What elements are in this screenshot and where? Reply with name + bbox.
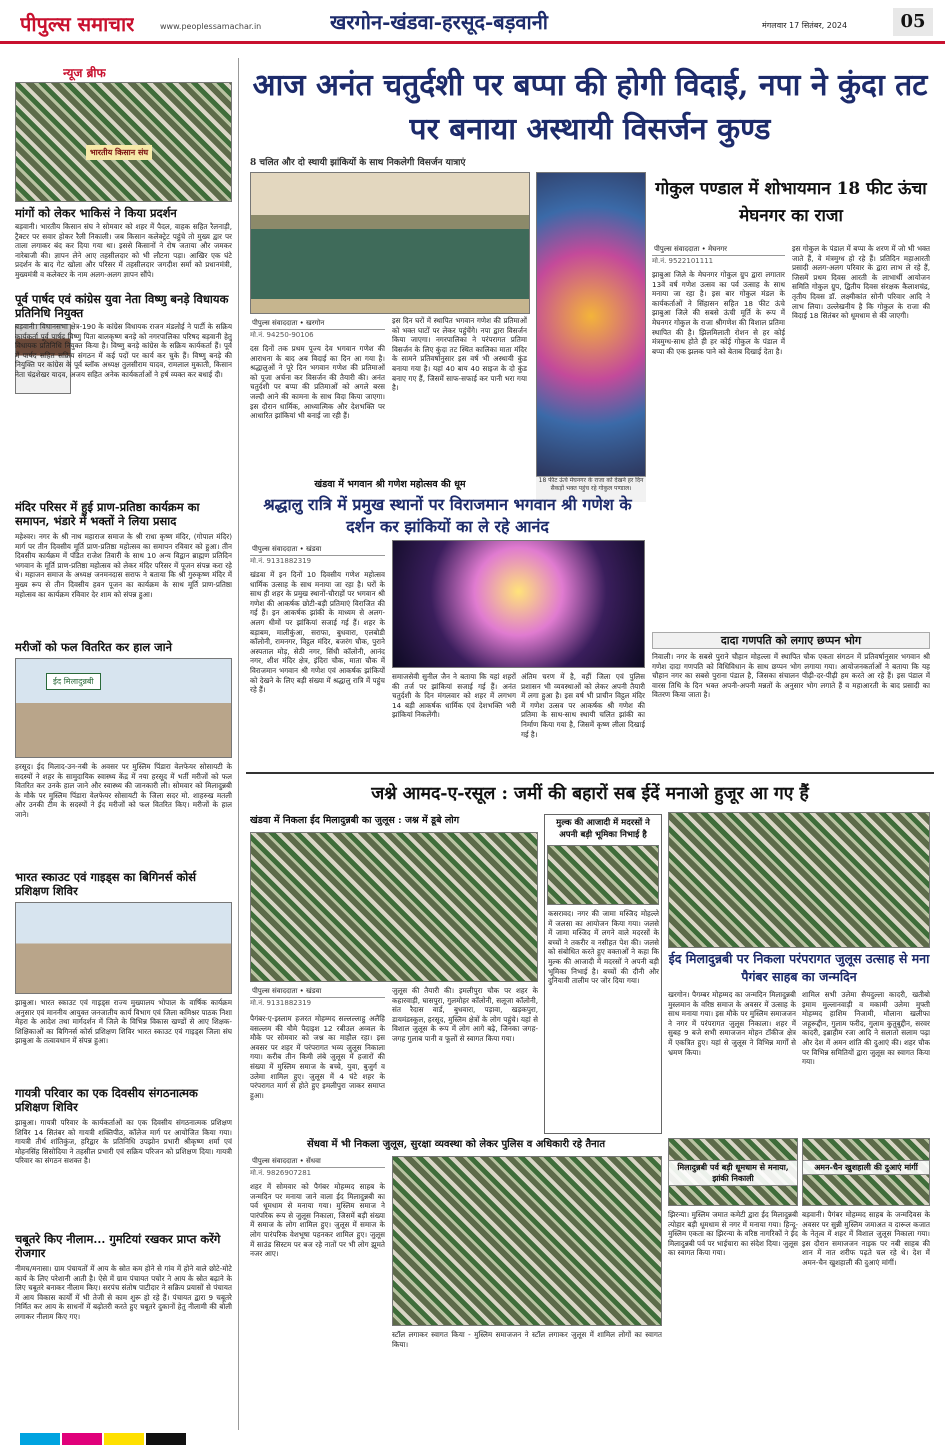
website-url: www.peoplessamachar.in	[160, 22, 262, 31]
madarsa-title: मुल्क की आजादी में मदरसों ने अपनी बड़ी भूमिका निभाई है	[556, 818, 650, 840]
eid-banner-headline: जश्ने आमद-ए-रसूल : जमीं की बहारों सब ईदें मनाओ हुजूर आ गए हैं	[371, 784, 809, 804]
eid-khandwa-col-2: जुलूस की तैयारी की। इमलीपुरा चौक पर शहर के कहारवाड़ी, घासपुरा, गुलमोहर कॉलोनी, सलूजा कॉलोनी, संत रैदास वार्ड, बुधवारा, पड़ावा, खड़कपुरा, डायमंडस्कूल, हरसूद, मुस्लिम क्षेत्रों के लोग पहुंचे। यहां से विशाल जुलूस के रूप में लोग आगे बढ़े, जिनका जगह-जगह गुलाब पानी व फूलों से स्वागत किया गया।	[392, 986, 538, 1043]
registration-bar-yellow	[104, 1433, 144, 1445]
registration-bar-cyan	[20, 1433, 60, 1445]
issue-date: मंगलवार 17 सितंबर, 2024	[762, 21, 848, 30]
khandwa-ganesh-col-2: समाजसेवी सुनील जैन ने बताया कि यहां शहरों की तर्ज पर झांकियां सजाई गई हैं। अनंत चतुर्दशी के दिन मंगलवार को शहर में लगभग 14 बड़ी आकर्षक धार्मिक एवं देशभक्ति भरी झांकियां निकलेंगी।	[392, 672, 516, 720]
lead-mobile: मो.नं. 94250-90106	[250, 331, 314, 339]
masthead	[0, 0, 945, 44]
sendhwa-juloos-photo	[392, 1156, 662, 1326]
brief-2-title: पूर्व पार्षद एवं कांग्रेस युवा नेता विष्णु बनड़े विधायक प्रतिनिधि नियुक्त	[15, 292, 229, 320]
gokul-mobile: मो.नं. 9522101111	[652, 257, 714, 265]
gokul-col-1: झाबुआ जिले के मेघनगर गोकुल ग्रुप द्वारा लगातार 13वें वर्ष गणेश उत्सव का पर्व उत्साह के साथ मनाया जा रहा है। इस बार गोकुल मंडल के कार्यकर्ताओं ने सिंहासन सहित 18 फीट ऊंचे झाबुआ जिले की सबसे ऊंची मूर्ति के रूप में मेघनगर गोकुल के राजा श्रीगणेश की विशाल प्रतिमा स्थापित की है। झिलमिलाती रोशन से हर कोई मंत्रमुग्ध-साथ होते ही हर कोई गोकुल के पंडाल में बप्पा की एक झलक पाने को बेताब दिखाई देता है।	[652, 270, 785, 356]
kisan-protest-photo	[15, 82, 232, 202]
khargone-juloos-col-2: शामिल सभी उलेमा सैयदुल्ला कादरी, खतीबो इमाम मुल्लानवाड़ी व मकामी उलेमा मुफ्ती मोहम्मद हाशिम निजामी, मौलाना खलीफा जहूरूद्दीन, गुलाम फरीद, गुलाम कुतुबुद्दीन, सरवर कादरी, इब्राहीम रजा आदि ने सलातो सलाम पढ़ा और देश में अमन शांति की दुआएं की। शहर चौक पर विभिन्न समितियों द्वारा जुलूस का स्वागत किया गया।	[802, 990, 930, 1067]
khandwa-ganesh-byline: पीपुल्स संवाददाता • खंडवा	[250, 544, 385, 556]
jhirnya-text: झिरन्या। मुस्लिम जमात कमेटी द्वारा ईद मिलादुन्नबी त्योहार बड़ी धूमधाम से नगर में मनाया गया। हिन्दू-मुस्लिम एकता का झिरन्या के वरिष्ठ नागरिकों ने ईद मिलादुन्नबी पर्व पर भाईचारा का संदेश दिया। जुलूस का स्वागत किया गया।	[668, 1210, 798, 1258]
visarjan-kund-photo	[250, 172, 530, 314]
registration-bar-black	[146, 1433, 186, 1445]
khandwa-ganesh-mobile: मो.नं. 9131882319	[250, 557, 312, 565]
region-title: खरगोन-खंडवा-हरसूद-बड़वानी	[330, 10, 548, 34]
brief-6-text: झाबुआ। गायत्री परिवार के कार्यकर्ताओं का एक दिवसीय संगठनात्मक प्रशिक्षण शिविर 14 सितंबर को गायत्री शक्तिपीठ, कॉलेज मार्ग पर आयोजित किया गया। गायत्री तीर्थ शांतिकुंज, हरिद्वार के प्रतिनिधि उपझोन प्रभारी श्रीकृष्ण शर्मा एवं मोहनसिंह सिसोदिया ने तहसील प्रभारी एवं सक्रिय परिजन को प्रशिक्षण दिया। गायत्री परिवार का संगठन सशक्त है।	[15, 1118, 232, 1166]
brief-7-text: नीमच/मनासा। ग्राम पंचायतों में आय के स्रोत कम होने से गांव में होने वाले छोटे-मोटे कार्य के लिए परेशानी आती है। ऐसे में ग्राम पंचायत पचोर ने आय के स्रोत बढ़ाने के लिए चबूतरे बनाकर नीलाम किए। सरपंच संतोष पाटीदार ने सक्रिय प्रयासों से पंचायत में आय विकास कार्यों में भी तेजी से काम शुरू हो रहे हैं। पंचायत द्वारा 9 चबूतरे निर्मित कर आय के साधनों में बढ़ोतरी करते हुए चबूतरे दुकानों हेतु नीलामी की बोली लगाकर नीलाम किए गए।	[15, 1264, 232, 1321]
lead-col-1: दस दिनों तक प्रथम पूज्य देव भगवान गणेश की आराधना के बाद अब विदाई का दिन आ गया है। श्रद्धालुओं ने पूरे दिन भगवान गणेश की प्रतिमाओं को पूजा अर्चना कर विसर्जन की तैयारी की। अनंत चतुर्दशी पर बप्पा की प्रतिमाओं को अगले बरस जल्दी आने की कामना के साथ विदा किया जाएगा। इस दौरान धार्मिक, आध्यात्मिक और देशभक्ति पर आधारित झांकियां भी बनाई जा रही हैं।	[250, 344, 385, 421]
badwani-text: बड़वानी। पैगंबर मोहम्मद साहब के जन्मदिवस के अवसर पर सुन्नी मुस्लिम जमाअत व दारूल कजात के नेतृत्व में शहर में विशाल जुलूस निकाला गया। इस दौरान समाजजन नाइक पर नबी साहब की शान में नात शरीफ पढ़ते चल रहे थे। देश में अमन-चैन खुशहाली की दुआएं मांगीं।	[802, 1210, 930, 1267]
sendhwa-text: शहर में सोमवार को पैगंबर मोहम्मद साहब के जन्मदिन पर मनाया जाने वाला ईद मिलादुन्नबी का पर्व धूमधाम से मनाया गया। मुस्लिम समाज ने पारंपरिक रूप से जुलूस निकाला, जिसमें बड़ी संख्या में समाज के लोग शामिल हुए। जुलूस में समाज के लोग पारंपरिक वेशभूषा पहनकर शामिल हुए। जुलूस में साउंड सिस्टम पर बज रहे नातों पर भी लोग झूमते नजर आए।	[250, 1182, 385, 1259]
khargone-juloos-col-1: खरगोन। पैगम्बर मोहम्मद का जन्मदिन मिलादुन्नबी मुस्लमान के वरिष्ठ समाज के अवसर में उत्साह के साथ मनाया गया। इस मौके पर मुस्लिम समाजजन ने नगर में परंपरागत जुलूस निकाला। शहर में सुबह 9 बजे सभी समाजजन मोहन टॉकीज क्षेत्र में एकत्रित हुए। यहां से जुलूस ने विभिन्न मार्गों से भ्रमण किया।	[668, 990, 796, 1057]
brief-5-text: झाबुआ। भारत स्काउट एवं गाइड्स राज्य मुख्यालय भोपाल के वार्षिक कार्यक्रम अनुसार एवं माननीय आयुक्त जनजातीय कार्य विभाग एवं जिला कमिश्नर पाठक निशा मेहरा के आदेश तथा मार्गदर्शन में जिले के विभिन्न विकास खण्डों से आए शिक्षक-शिक्षिकाओं का बिगिनर्स कोर्स प्रशिक्षण शिविर भारत स्काउट एवं गाइड्स जिला संघ झाबुआ के तत्वावधान में संपन्न हुआ।	[15, 998, 232, 1046]
eid-banner: ईद मिलादुन्नबी	[46, 673, 101, 690]
madarsa-children-photo	[547, 845, 659, 905]
scout-training-photo	[15, 902, 232, 994]
registration-bar-magenta	[62, 1433, 102, 1445]
eid-khandwa-col-1: पैगंबर-ए-इस्लाम हजरत मोहम्मद सल्लल्लाहु अलैहि वसल्लम की यौमे पैदाइश 12 रबीउल अव्वल के मौके पर सोमवार को जश्न का माहौल रहा। इस अवसर पर शहर में परंपरागत भव्य जुलूस निकाला गया। करीब तीन किमी लंबे जुलूस में हजारों की संख्या में मुस्लिम समाज के बच्चे, युवा, बुजुर्ग व उलेमा शामिल हुए। जुलूस में 4 घंटे शहर के परंपरागत मार्ग से होते हुए इमलीपुरा जाकर समाप्त हुआ।	[250, 1014, 385, 1100]
brief-5-title: भारत स्काउट एवं गाइड्स का बिगिनर्स कोर्स प्रशिक्षण शिविर	[15, 870, 197, 898]
jhirnya-photo-caption: मिलादुन्नबी पर्व बड़ी धूमधाम से मनाया, झांकी निकाली	[668, 1160, 798, 1186]
brief-3-title: मंदिर परिसर में हुई प्राण-प्रतिष्ठा कार्यक्रम का समापन, भंडारे में भक्तों ने लिया प्रसाद	[15, 500, 200, 528]
sendhwa-photo-caption: स्टॉल लगाकर स्वागत किया - मुस्लिम समाजजन ने स्टॉल लगाकर जुलूस में शामिल लोगों का स्वागत किया।	[392, 1330, 662, 1349]
eid-khandwa-kicker: खंडवा में निकला ईद मिलादुन्नबी का जुलूस : जश्न में डूबे लोग	[250, 815, 460, 826]
gokul-byline: पीपुल्स संवाददाता • मेघनगर	[652, 244, 785, 256]
khandwa-ganesh-col-3: अंतिम चरण में है, वहीं जिला एवं पुलिस प्रशासन भी व्यवस्थाओं को लेकर अपनी तैयारी में लगा हुआ है। इस वर्ष भी प्राचीन विट्ठल मंदिर में गणेश उत्सव पर आकर्षक श्री गणेश की प्रतिमा के साथ-साथ स्थायी चलित झांकी का निर्माण किया गया है, जिसमें कृष्ण लीला दिखाई गई है।	[521, 672, 645, 739]
hospital-fruit-photo	[15, 658, 232, 758]
khandwa-ganesh-col-1: खंडवा में इन दिनों 10 दिवसीय गणेश महोत्सव धार्मिक उत्साह के साथ मनाया जा रहा है। घरों के साथ ही शहर के प्रमुख स्थानों-चौराहों पर भगवान श्री गणेश की आकर्षक छोटी-बड़ी प्रतिमाएं विराजित की गई हैं। इन आकर्षक झांकी के माध्यम से अलग-अलग धीमों पर झांकियां सजाई गई हैं। शहर के बड़ाबम, मालीकुंआ, सराफा, बुधवारा, एलबोडी कॉलोनी, रामनगर, विट्ठल मंदिर, बजरंग चौक, पुराने अस्पताल मोड़, सेठी नगर, सिंधी कॉलोनी, आनंद नगर, शीश मंदिर क्षेत्र, इंदिरा चौक, माता चौक में विराजमान भगवान श्री गणेश एवं आकर्षक झांकियों को देखने के लिए बड़ी संख्या में श्रद्धालु रात्रि में पहुंच रहे हैं।	[250, 570, 385, 695]
khargone-juloos-title: ईद मिलादुन्नबी पर निकला परंपरागत जुलूस उत्साह से मना पैगंबर साहब का जन्मदिन	[668, 951, 930, 984]
madarsa-text: कसरावद। नगर की जामा मस्जिद मोहल्ले में जलसा का आयोजन किया गया। जलसे में जामा मस्जिद में लगने वाले मदरसों के बच्चों ने तकरीर व नसीहत पेश की। जलसे को संबोधित करते हुए वक्ताओं ने कहा कि मुल्क की आजादी में मदरसों ने अपनी बड़ी भूमिका निभाई है। बच्चों की दीनी और दुनियावी तालीम पर जोर दिया गया।	[548, 909, 659, 986]
khandwa-ganesh-headline: श्रद्धालु रात्रि में प्रमुख स्थानों पर विराजमान भगवान श्री गणेश के दर्शन कर झांकियों का ले रहे आनंद	[263, 495, 632, 536]
khandwa-ganesh-kicker: खंडवा में भगवान श्री गणेश महोत्सव की धूम	[314, 479, 466, 490]
madarsa-box	[544, 814, 662, 1134]
lead-col-2: इस दिन घरों में स्थापित भगवान गणेश की प्रतिमाओं को भक्त घाटों पर लेकर पहुंचेंगे। नपा द्वारा विसर्जन किया जाएगा। नगरपालिका ने परंपरागत प्रतिमा विसर्जन के लिए कुंदा तट स्थित कालिका माता मंदिर के सामने प्रतिवर्षानुसार इस वर्ष भी अस्थायी कुंड बनाया गया है। यहां 40 बाय 40 साइज के दो कुंड बनाए गए हैं, जिसमें साफ-सफाई कर पानी भरा गया है।	[392, 316, 527, 393]
page-number: 05	[893, 8, 933, 36]
sendhwa-kicker: सेंधवा में भी निकला जुलूस, सुरक्षा व्यवस्था को लेकर पुलिस व अधिकारी रहे तैनात	[306, 1139, 606, 1150]
brief-3-text: महेश्वर। नगर के श्री नाथ महाराज समाज के श्री राधा कृष्ण मंदिर, (गोपाल मंदिर) मार्ग पर तीन दिवसीय मूर्ति प्राण-प्रतिष्ठा महोत्सव का समापन रविवार को हुआ। तीन दिवसीय कार्यक्रम में पंडित राजेश तिवारी के साथ 10 अन्य विद्वान ब्राह्मण प्रतिदिन भगवान के मूर्ति प्राण-प्रतिष्ठा महोत्सव को लेकर मंदिर परिसर में पूजन संपन्न करा रहे थे। महाजन समाज के अध्यक्ष जनमनदास सराफ ने बताया कि श्री गुरुकृष्ण मंदिर में मुख्य रूप से तीन दिवसीय हवन पूजन का कार्यक्रम के साथ मूर्ति प्राण-प्रतिष्ठा महोत्सव का कार्यक्रम रविवार देर शाम को संपन्न हुआ।	[15, 532, 232, 599]
section-divider	[246, 772, 934, 774]
brief-4-title: मरीजों को फल वितरित कर हाल जाने	[15, 640, 173, 654]
eid-khandwa-mobile: मो.नं. 9131882319	[250, 999, 312, 1007]
ganesh-pandal-night-photo	[392, 540, 645, 668]
lead-headline: आज अनंत चतुर्दशी पर बप्पा की होगी विदाई, नपा ने कुंदा तट पर बनाया अस्थायी विसर्जन कुण्ड	[252, 68, 928, 147]
badwani-photo-caption: अमन-चैन खुशहाली की दुआएं मांगीं	[802, 1160, 930, 1175]
meghnagar-raja-idol-photo	[536, 172, 646, 492]
brief-7-title: चबूतरे किए नीलाम... गुमटियां रखकर प्राप्त करेंगे रोजगार	[15, 1232, 221, 1260]
khargone-juloos-photo	[668, 812, 930, 948]
news-brief-label: न्यूज ब्रीफ	[63, 66, 106, 80]
protest-banner: भारतीय किसान संघ	[86, 145, 152, 160]
news-brief-column	[15, 60, 232, 1430]
idol-photo-caption: 18 फीट ऊंचे मेघनगर के राजा को देखने हर दिन सैकड़ों भक्त पहुंच रहे गोकुल पण्डाल।	[536, 476, 646, 502]
lead-kicker: 8 चलित और दो स्थायी झांकियों के साथ निकलेगी विसर्जन यात्राएं	[250, 158, 466, 168]
eid-khandwa-byline: पीपुल्स संवाददाता • खंडवा	[250, 986, 385, 998]
column-divider	[238, 58, 239, 1430]
sendhwa-mobile: मो.नं. 9826907281	[250, 1169, 312, 1177]
bhog-text: निवाली। नगर के सबसे पुराने चौहान मोहल्ला में स्थापित चौक एकता संगठन में प्रतिवर्षानुसार भगवान श्री गणेश दादा गणपति को विधिविधान के साथ छप्पन भोग लगाया गया। आयोजनकर्ताओं ने बताया कि यह चौहान नगर का सबसे पुराना पंडाल है, जिसका संचालन पीढ़ी-दर-पीढ़ी हम करते आ रहे हैं। इस पंडाल में वारस तिथि के दिन भक्त अपनी-अपनी मन्नतों के अनुसार भोग लगाते हैं व महाआरती के बाद प्रसादी का वितरण किया जाता है।	[652, 652, 930, 700]
khandwa-juloos-photo	[250, 832, 538, 982]
bhog-title: दादा गणपति को लगाए छप्पन भोग	[652, 632, 930, 649]
sendhwa-byline: पीपुल्स संवाददाता • सेंधवा	[250, 1156, 385, 1168]
gokul-col-2: इस गोकुल के पंडाल में बप्पा के शरण में जो भी भक्त जाते हैं, वे मंत्रमुग्ध हो रहे हैं। प्रतिदिन महाआरती प्रसादी अलग-अलग परिवार के द्वारा लाभ ले रहे हैं, जिसमें प्रथम दिवस आरती के लाभार्थी आयोजन समिति गोकुल ग्रुप, द्वितीय दिवस संरक्षक कैलाशचंद्र, तृतीय दिवस डॉ. लक्ष्मीकांत सोनी परिवार आदि ने लाभ लिया। उल्लेखनीय है कि गोकुल के राजा की विदाई 18 सितंबर को धूमधाम से की जाएगी।	[792, 244, 930, 321]
brand-logo: पीपुल्स समाचार	[20, 12, 135, 36]
brief-1-title: मांगों को लेकर भाकिसं ने किया प्रदर्शन	[15, 206, 177, 220]
lead-byline: पीपुल्स संवाददाता • खरगोन	[250, 318, 385, 330]
brief-6-title: गायत्री परिवार का एक दिवसीय संगठनात्मक प्रशिक्षण शिविर	[15, 1086, 198, 1114]
brief-2-text: बड़वानी। विधानसभा क्षेत्र-190 के कांग्रेस विधायक राजन मंडलोई ने पार्टी के सक्रिय कार्यकर्ता पूर्व पार्षद विष्णु पिता बालकृष्ण बनड़े को नगरपालिका परिषद बड़वानी हेतु विधायक प्रतिनिधि नियुक्त किया है। विष्णु बनड़े कांग्रेस के सक्रिय कार्यकर्ता हैं। पूर्व में पार्षद सहित सक्रिय संगठन में कई पदों पर कार्य कर चुके हैं। विष्णु बनड़े की नियुक्ति पर कांग्रेस के पूर्व ब्लॉक अध्यक्ष तुलसीराम यादव, रामलाल मुकाती, किसान नेता चंद्रशेखर यादव, अजय सहित अनेक कार्यकर्ताओं ने हर्ष व्यक्त कर बधाई दी।	[15, 322, 232, 379]
gokul-headline: गोकुल पण्डाल में शोभायमान 18 फीट ऊंचा मेघनगर का राजा	[655, 179, 927, 226]
brief-1-text: बड़वानी। भारतीय किसान संघ ने सोमवार को शहर में पैदल, वाहक सहित रैलनाड़ी, ट्रैक्टर पर सवार होकर रैली निकाली। जब किसान कलेक्ट्रेट पहुंचे तो मुख्य द्वार पर ताला लगाकर बंद कर दिया गया था। इससे किसानों ने रोष जताया और जमकर नारेबाजी की। ज्ञापन लेने आए तहसीलदार को भी लौटना पड़ा। आखिर एक घंटे प्रदर्शन के बाद गेट खोला और परिसर में तहसीलदार जगदीश सर्मा को प्रधानमंत्री, मुख्यमंत्री व कलेक्टर के नाम अलग-अलग ज्ञापन सौंपे।	[15, 222, 232, 279]
brief-4-text: हरसूद। ईद मिलाद-उन-नबी के अवसर पर मुस्लिम पिंडारा वेलफेयर सोसायटी के सदस्यों ने शहर के सामुदायिक स्वास्थ्य केंद्र में नया हरसूद में भर्ती मरीजों को फल वितरित कर उनके हाल जाने और स्वास्थ्य की जानकारी ली। सोमवार को मिलादुन्नबी के मौके पर मुस्लिम पिंडारा वेलफेयर सोसायटी के जिला सदर मो. शाहरुख मतली और उनकी टीम के सदस्यों ने ईद मरीजों को फल वितरित किए। मरीजों के हाल जाने।	[15, 762, 232, 819]
